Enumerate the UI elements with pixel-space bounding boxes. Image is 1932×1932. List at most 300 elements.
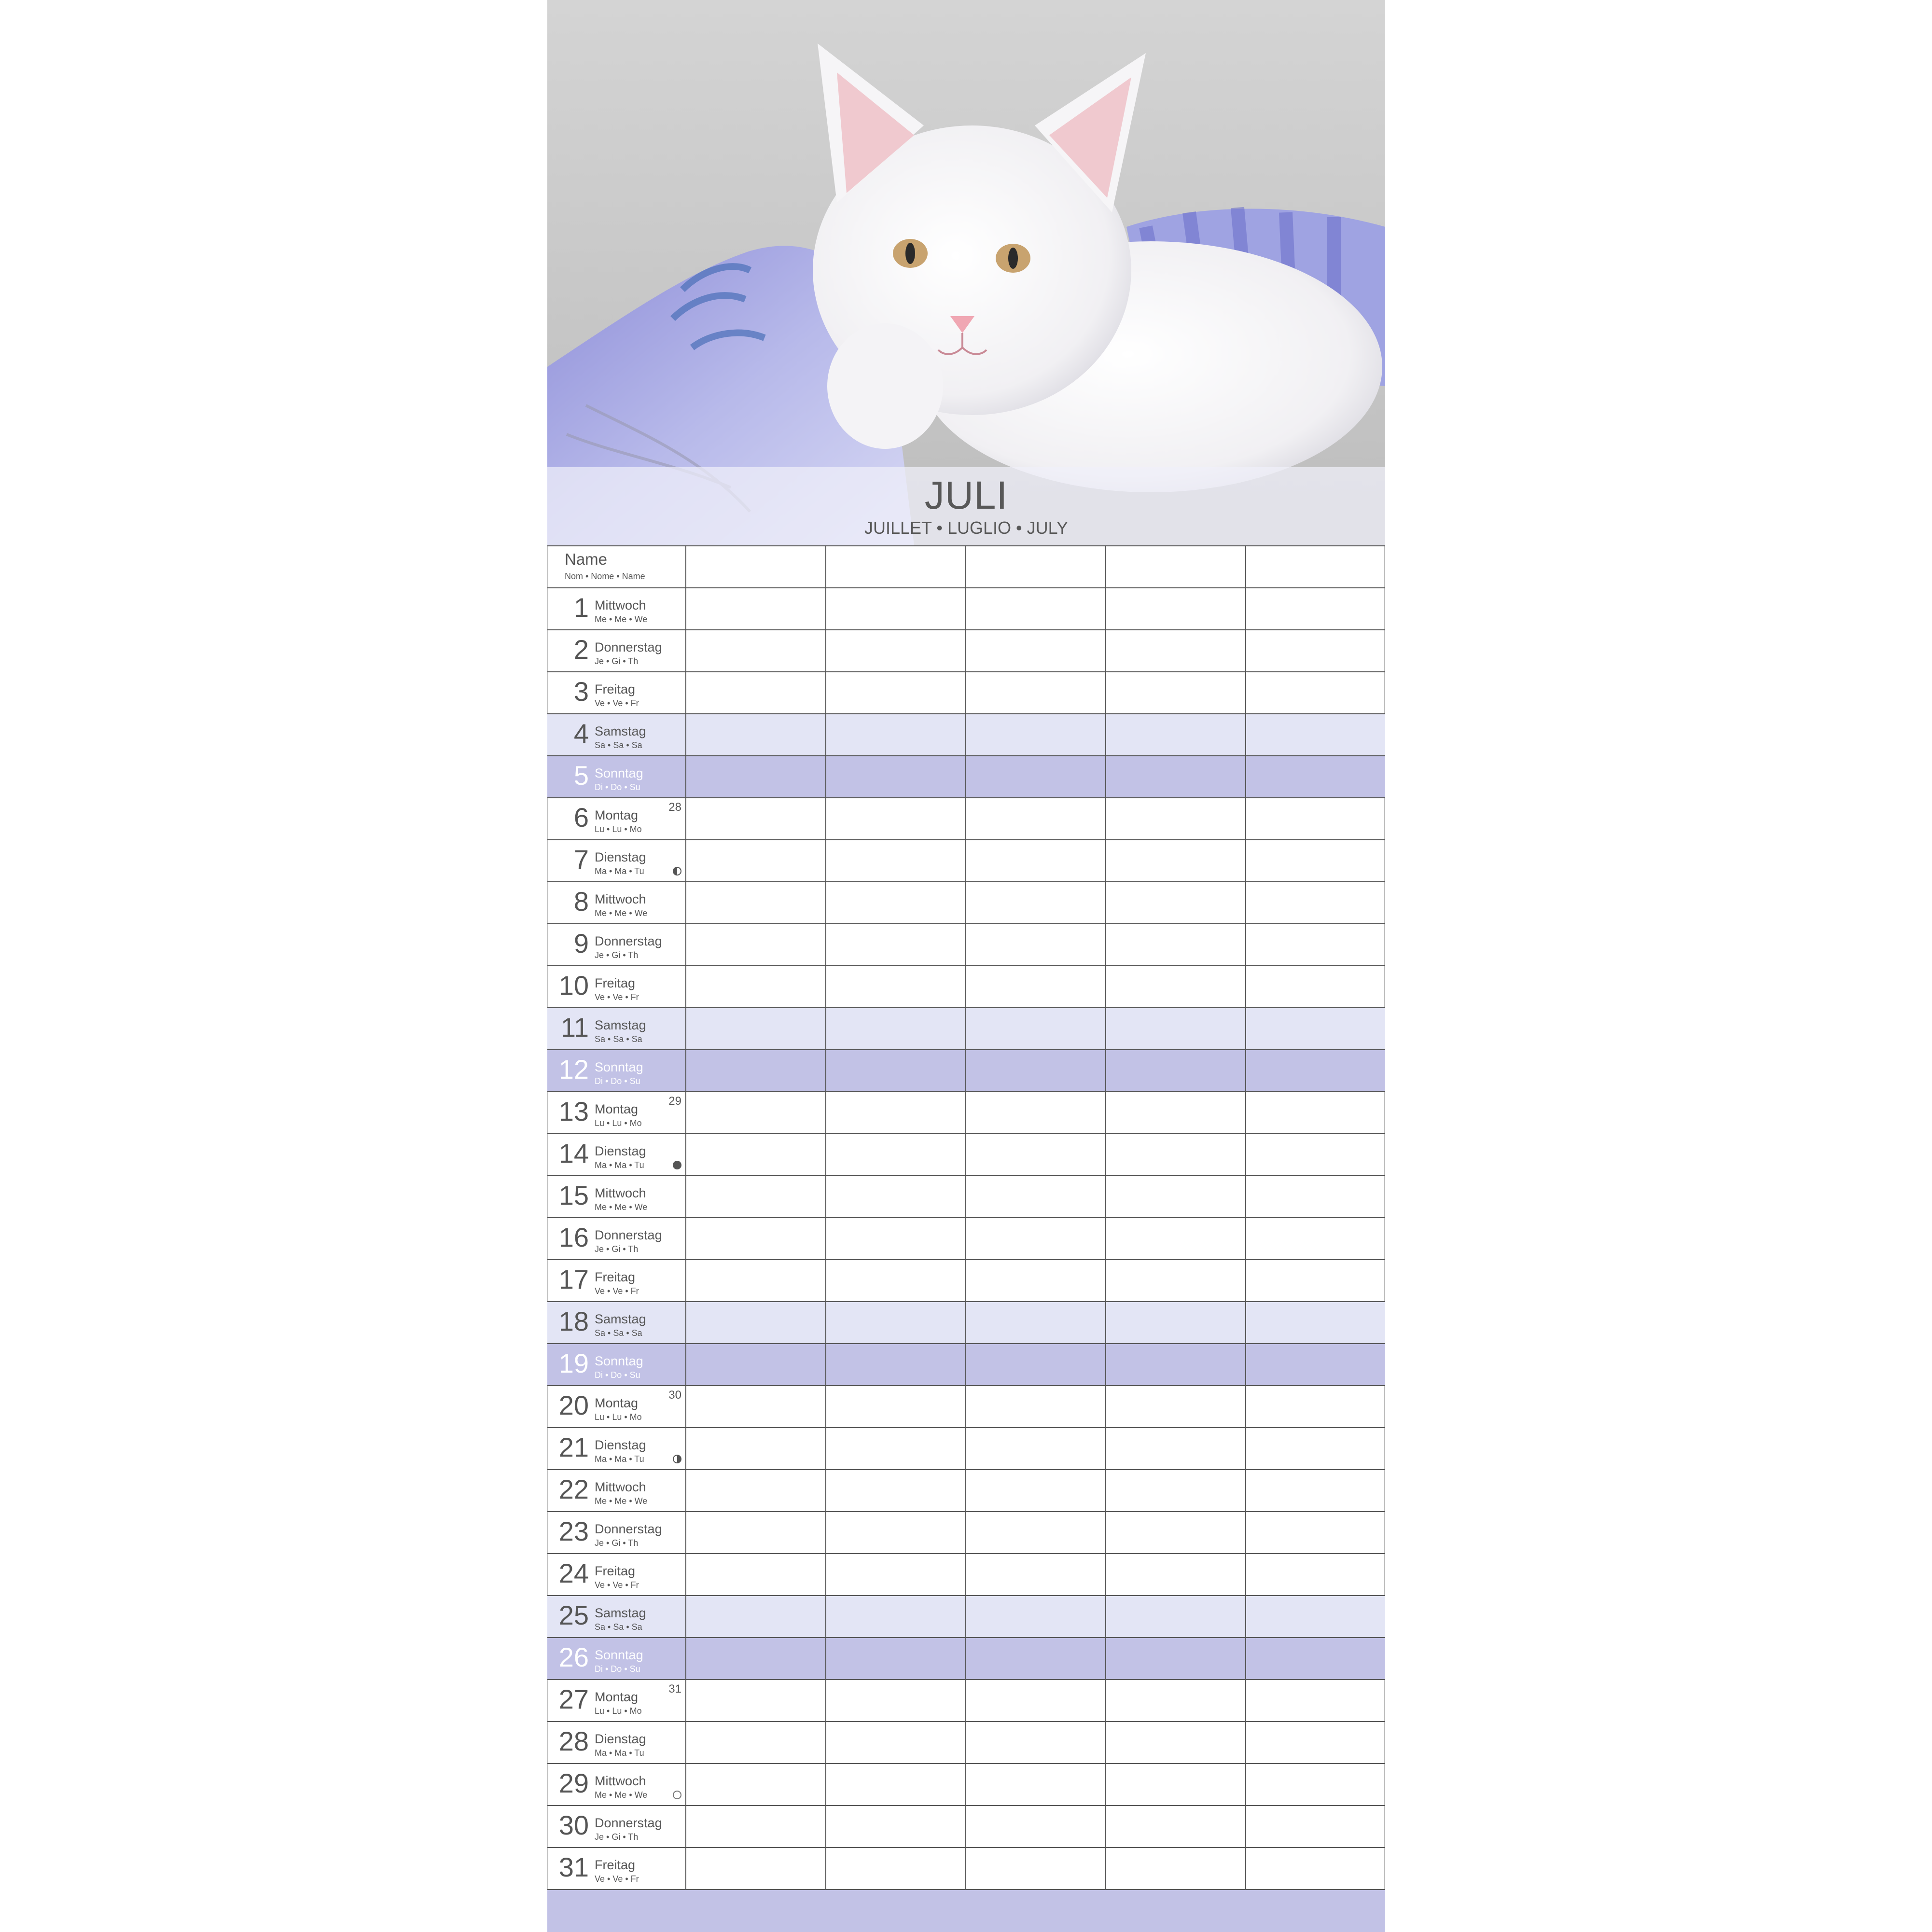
entry-cell[interactable] — [686, 1596, 826, 1637]
entry-cell[interactable] — [966, 1134, 1106, 1175]
day-label-cell — [547, 1260, 686, 1301]
entry-cell[interactable] — [686, 1386, 826, 1427]
kitten-photo-illustration — [547, 0, 1385, 545]
day-label-cell — [547, 1176, 686, 1217]
month-subtitle: JUILLET • LUGLIO • JULY — [864, 518, 1068, 538]
entry-cell[interactable] — [966, 1848, 1106, 1889]
day-row — [547, 1134, 1385, 1176]
name-header-label: Name — [565, 550, 608, 568]
entry-cell[interactable] — [966, 1344, 1106, 1385]
entry-cell[interactable] — [1246, 1386, 1385, 1427]
entry-cell[interactable] — [686, 1722, 826, 1763]
entry-cell[interactable] — [1106, 588, 1246, 629]
entry-cell[interactable] — [826, 1470, 966, 1511]
entry-cell[interactable] — [966, 1260, 1106, 1301]
entry-cell[interactable] — [1246, 1554, 1385, 1595]
name-entry-cell[interactable] — [686, 546, 826, 587]
entry-cell[interactable] — [1106, 1176, 1246, 1217]
calendar-footer-band — [547, 1890, 1385, 1932]
day-row — [547, 1470, 1385, 1512]
entry-cell[interactable] — [1246, 1092, 1385, 1133]
name-entry-cell[interactable] — [966, 546, 1106, 587]
entry-cell[interactable] — [966, 882, 1106, 923]
entry-cell[interactable] — [826, 1302, 966, 1343]
day-number: 20 — [558, 1390, 589, 1420]
entry-cell[interactable] — [1246, 1050, 1385, 1091]
entry-cell[interactable] — [966, 1092, 1106, 1133]
entry-cell[interactable] — [686, 756, 826, 797]
entry-cell[interactable] — [966, 1638, 1106, 1679]
entry-cell[interactable] — [966, 588, 1106, 629]
day-label-cell — [547, 1806, 686, 1847]
weekday-name: Donnerstag — [595, 934, 662, 948]
entry-cell[interactable] — [826, 1596, 966, 1637]
entry-cell[interactable] — [826, 1764, 966, 1805]
entry-cell[interactable] — [1106, 1764, 1246, 1805]
planner-grid — [547, 545, 1385, 1890]
entry-cell[interactable] — [686, 1512, 826, 1553]
name-header-cell — [547, 546, 686, 587]
entry-cell[interactable] — [966, 1302, 1106, 1343]
entry-cell[interactable] — [1246, 1722, 1385, 1763]
entry-cell[interactable] — [1106, 1344, 1246, 1385]
week-number: 28 — [668, 801, 681, 814]
entry-cell[interactable] — [966, 756, 1106, 797]
entry-cell[interactable] — [1106, 966, 1246, 1007]
day-number: 28 — [558, 1726, 589, 1756]
day-label-cell — [547, 882, 686, 923]
entry-cell[interactable] — [686, 1764, 826, 1805]
entry-cell[interactable] — [966, 924, 1106, 965]
entry-cell[interactable] — [1246, 1764, 1385, 1805]
entry-cell[interactable] — [1246, 798, 1385, 839]
day-row — [547, 756, 1385, 798]
weekday-name: Freitag — [595, 1270, 636, 1284]
weekday-abbreviations: Ma • Ma • Tu — [595, 866, 644, 876]
weekday-abbreviations: Di • Do • Su — [595, 782, 640, 792]
entry-cell[interactable] — [1106, 714, 1246, 755]
entry-cell[interactable] — [1106, 882, 1246, 923]
entry-cell[interactable] — [1246, 1596, 1385, 1637]
day-row — [547, 1260, 1385, 1302]
weekday-name: Montag — [595, 808, 639, 822]
day-label-cell — [547, 1428, 686, 1469]
entry-cell[interactable] — [826, 756, 966, 797]
day-label-cell — [547, 1302, 686, 1343]
entry-cell[interactable] — [966, 840, 1106, 881]
entry-cell[interactable] — [1106, 1386, 1246, 1427]
entry-cell[interactable] — [1246, 714, 1385, 755]
day-label-cell — [547, 1050, 686, 1091]
entry-cell[interactable] — [966, 1008, 1106, 1049]
entry-cell[interactable] — [966, 1218, 1106, 1259]
entry-cell[interactable] — [1246, 1176, 1385, 1217]
day-row — [547, 1176, 1385, 1218]
weekday-name: Sonntag — [595, 766, 643, 780]
day-row — [547, 588, 1385, 630]
day-row — [547, 1806, 1385, 1848]
day-number: 15 — [558, 1180, 589, 1210]
day-label-cell — [547, 756, 686, 797]
entry-cell[interactable] — [686, 1260, 826, 1301]
day-row — [547, 1428, 1385, 1470]
weekday-abbreviations: Me • Me • We — [595, 1790, 648, 1800]
entry-cell[interactable] — [686, 1218, 826, 1259]
entry-cell[interactable] — [1106, 672, 1246, 713]
entry-cell[interactable] — [826, 840, 966, 881]
entry-cell[interactable] — [1106, 1470, 1246, 1511]
entry-cell[interactable] — [826, 798, 966, 839]
entry-cell[interactable] — [686, 1680, 826, 1721]
weekday-abbreviations: Lu • Lu • Mo — [595, 824, 642, 834]
name-entry-cell[interactable] — [1106, 546, 1246, 587]
entry-cell[interactable] — [826, 1134, 966, 1175]
entry-cell[interactable] — [826, 1428, 966, 1469]
moon-phase-first-icon — [673, 1455, 681, 1463]
weekday-abbreviations: Ma • Ma • Tu — [595, 1748, 644, 1758]
weekday-abbreviations: Ve • Ve • Fr — [595, 992, 639, 1002]
day-row — [547, 882, 1385, 924]
entry-cell[interactable] — [686, 1134, 826, 1175]
weekday-abbreviations: Ve • Ve • Fr — [595, 698, 639, 708]
weekday-name: Montag — [595, 1690, 639, 1704]
day-row — [547, 1218, 1385, 1260]
entry-cell[interactable] — [1106, 1554, 1246, 1595]
day-label-cell — [547, 1470, 686, 1511]
week-number: 30 — [668, 1389, 681, 1402]
weekday-name: Sonntag — [595, 1354, 643, 1368]
entry-cell[interactable] — [826, 672, 966, 713]
day-row — [547, 1050, 1385, 1092]
weekday-name: Dienstag — [595, 1144, 646, 1158]
name-entry-cell[interactable] — [826, 546, 966, 587]
entry-cell[interactable] — [686, 1806, 826, 1847]
entry-cell[interactable] — [1246, 1638, 1385, 1679]
day-row — [547, 1512, 1385, 1554]
entry-cell[interactable] — [1246, 1302, 1385, 1343]
day-row — [547, 840, 1385, 882]
weekday-name: Samstag — [595, 1312, 646, 1326]
entry-cell[interactable] — [1246, 1428, 1385, 1469]
entry-cell[interactable] — [826, 1512, 966, 1553]
entry-cell[interactable] — [1246, 1512, 1385, 1553]
day-row — [547, 672, 1385, 714]
weekday-abbreviations: Me • Me • We — [595, 1202, 648, 1212]
entry-cell[interactable] — [1106, 924, 1246, 965]
entry-cell[interactable] — [966, 1764, 1106, 1805]
entry-cell[interactable] — [966, 1596, 1106, 1637]
moon-phase-new-icon — [673, 1161, 681, 1169]
entry-cell[interactable] — [1106, 1302, 1246, 1343]
entry-cell[interactable] — [1106, 1008, 1246, 1049]
entry-cell[interactable] — [686, 1008, 826, 1049]
entry-cell[interactable] — [1106, 1092, 1246, 1133]
day-row — [547, 924, 1385, 966]
entry-cell[interactable] — [966, 672, 1106, 713]
entry-cell[interactable] — [966, 1722, 1106, 1763]
day-rows — [547, 588, 1385, 1890]
entry-cell[interactable] — [686, 882, 826, 923]
day-row — [547, 1008, 1385, 1050]
entry-cell[interactable] — [826, 1848, 966, 1889]
entry-cell[interactable] — [686, 714, 826, 755]
weekday-abbreviations: Di • Do • Su — [595, 1664, 640, 1674]
entry-cell[interactable] — [686, 1050, 826, 1091]
day-row — [547, 1680, 1385, 1722]
weekday-abbreviations: Je • Gi • Th — [595, 950, 639, 960]
entry-cell[interactable] — [686, 1092, 826, 1133]
entry-cell[interactable] — [826, 1806, 966, 1847]
week-number: 29 — [668, 1095, 681, 1108]
entry-cell[interactable] — [966, 714, 1106, 755]
day-number: 1 — [573, 592, 589, 623]
entry-cell[interactable] — [1106, 1806, 1246, 1847]
entry-cell[interactable] — [1106, 1050, 1246, 1091]
weekday-name: Sonntag — [595, 1060, 643, 1074]
weekday-name: Donnerstag — [595, 1816, 662, 1830]
weekday-abbreviations: Di • Do • Su — [595, 1370, 640, 1380]
weekday-abbreviations: Lu • Lu • Mo — [595, 1412, 642, 1422]
day-number: 14 — [558, 1138, 589, 1168]
entry-cell[interactable] — [686, 924, 826, 965]
entry-cell[interactable] — [686, 588, 826, 629]
entry-cell[interactable] — [1246, 672, 1385, 713]
entry-cell[interactable] — [966, 1386, 1106, 1427]
day-number: 4 — [573, 718, 589, 749]
weekday-name: Mittwoch — [595, 1186, 646, 1200]
entry-cell[interactable] — [686, 798, 826, 839]
weekday-abbreviations: Lu • Lu • Mo — [595, 1118, 642, 1128]
day-row — [547, 1092, 1385, 1134]
entry-cell[interactable] — [826, 1722, 966, 1763]
entry-cell[interactable] — [1246, 924, 1385, 965]
entry-cell[interactable] — [966, 966, 1106, 1007]
entry-cell[interactable] — [826, 714, 966, 755]
day-number: 5 — [573, 760, 589, 791]
weekday-name: Freitag — [595, 682, 636, 696]
entry-cell[interactable] — [966, 1050, 1106, 1091]
day-label-cell — [547, 1008, 686, 1049]
entry-cell[interactable] — [686, 1428, 826, 1469]
weekday-name: Freitag — [595, 1564, 636, 1578]
entry-cell[interactable] — [826, 924, 966, 965]
entry-cell[interactable] — [826, 1386, 966, 1427]
weekday-abbreviations: Sa • Sa • Sa — [595, 1328, 642, 1338]
entry-cell[interactable] — [966, 630, 1106, 671]
entry-cell[interactable] — [826, 588, 966, 629]
month-title: JULI — [924, 473, 1008, 517]
day-label-cell — [547, 966, 686, 1007]
wall-calendar-page — [547, 0, 1385, 1932]
day-label-cell — [547, 1596, 686, 1637]
entry-cell[interactable] — [1246, 840, 1385, 881]
day-row — [547, 1344, 1385, 1386]
entry-cell[interactable] — [1106, 1134, 1246, 1175]
entry-cell[interactable] — [1246, 1470, 1385, 1511]
day-number: 31 — [558, 1852, 589, 1882]
weekday-name: Freitag — [595, 1858, 636, 1872]
entry-cell[interactable] — [966, 1554, 1106, 1595]
day-row — [547, 630, 1385, 672]
day-label-cell — [547, 840, 686, 881]
entry-cell[interactable] — [826, 1092, 966, 1133]
weekday-abbreviations: Je • Gi • Th — [595, 656, 639, 666]
entry-cell[interactable] — [1246, 588, 1385, 629]
weekday-abbreviations: Sa • Sa • Sa — [595, 1622, 642, 1632]
entry-cell[interactable] — [1106, 1722, 1246, 1763]
day-row — [547, 1638, 1385, 1680]
day-number: 3 — [573, 676, 589, 707]
entry-cell[interactable] — [1106, 630, 1246, 671]
day-label-cell — [547, 1680, 686, 1721]
kitten-photo — [547, 0, 1385, 545]
entry-cell[interactable] — [826, 882, 966, 923]
entry-cell[interactable] — [686, 1554, 826, 1595]
entry-cell[interactable] — [1106, 1848, 1246, 1889]
entry-cell[interactable] — [966, 1806, 1106, 1847]
entry-cell[interactable] — [1246, 756, 1385, 797]
entry-cell[interactable] — [1106, 1218, 1246, 1259]
weekday-abbreviations: Ve • Ve • Fr — [595, 1874, 639, 1884]
entry-cell[interactable] — [826, 1008, 966, 1049]
entry-cell[interactable] — [826, 1260, 966, 1301]
day-label-cell — [547, 1512, 686, 1553]
entry-cell[interactable] — [686, 1302, 826, 1343]
name-entry-cell[interactable] — [1246, 546, 1385, 587]
day-number: 25 — [558, 1600, 589, 1630]
day-label-cell — [547, 1722, 686, 1763]
entry-cell[interactable] — [686, 840, 826, 881]
entry-cell[interactable] — [1106, 840, 1246, 881]
entry-cell[interactable] — [1106, 1596, 1246, 1637]
entry-cell[interactable] — [1246, 1008, 1385, 1049]
entry-cell[interactable] — [686, 1638, 826, 1679]
entry-cell[interactable] — [966, 1176, 1106, 1217]
week-number: 31 — [668, 1682, 681, 1696]
day-number: 19 — [558, 1348, 589, 1378]
entry-cell[interactable] — [826, 1050, 966, 1091]
weekday-abbreviations: Sa • Sa • Sa — [595, 740, 642, 750]
day-label-cell — [547, 588, 686, 629]
weekday-name: Donnerstag — [595, 640, 662, 654]
day-row — [547, 1722, 1385, 1764]
entry-cell[interactable] — [966, 1680, 1106, 1721]
day-row — [547, 1302, 1385, 1344]
entry-cell[interactable] — [1106, 798, 1246, 839]
entry-cell[interactable] — [1246, 1134, 1385, 1175]
entry-cell[interactable] — [1246, 1344, 1385, 1385]
entry-cell[interactable] — [1246, 1218, 1385, 1259]
day-label-cell — [547, 1134, 686, 1175]
weekday-abbreviations: Je • Gi • Th — [595, 1244, 639, 1254]
day-label-cell — [547, 798, 686, 839]
entry-cell[interactable] — [1246, 1806, 1385, 1847]
day-label-cell — [547, 630, 686, 671]
entry-cell[interactable] — [686, 1176, 826, 1217]
day-label-cell — [547, 1092, 686, 1133]
weekday-abbreviations: Ve • Ve • Fr — [595, 1580, 639, 1590]
entry-cell[interactable] — [1246, 1260, 1385, 1301]
day-number: 7 — [573, 844, 589, 875]
day-label-cell — [547, 924, 686, 965]
entry-cell[interactable] — [1106, 1260, 1246, 1301]
entry-cell[interactable] — [1106, 756, 1246, 797]
weekday-name: Donnerstag — [595, 1522, 662, 1536]
entry-cell[interactable] — [686, 1848, 826, 1889]
entry-cell[interactable] — [966, 1512, 1106, 1553]
entry-cell[interactable] — [1106, 1512, 1246, 1553]
day-label-cell — [547, 1764, 686, 1805]
weekday-abbreviations: Je • Gi • Th — [595, 1832, 639, 1842]
entry-cell[interactable] — [826, 1176, 966, 1217]
entry-cell[interactable] — [686, 1344, 826, 1385]
day-number: 12 — [558, 1054, 589, 1084]
day-number: 8 — [573, 886, 589, 917]
entry-cell[interactable] — [686, 630, 826, 671]
entry-cell[interactable] — [826, 1680, 966, 1721]
weekday-name: Donnerstag — [595, 1228, 662, 1242]
weekday-name: Dienstag — [595, 1438, 646, 1452]
weekday-abbreviations: Je • Gi • Th — [595, 1538, 639, 1548]
weekday-abbreviations: Ma • Ma • Tu — [595, 1160, 644, 1170]
entry-cell[interactable] — [1106, 1428, 1246, 1469]
weekday-abbreviations: Ve • Ve • Fr — [595, 1286, 639, 1296]
entry-cell[interactable] — [686, 672, 826, 713]
weekday-abbreviations: Di • Do • Su — [595, 1076, 640, 1086]
day-label-cell — [547, 1554, 686, 1595]
entry-cell[interactable] — [686, 966, 826, 1007]
weekday-name: Samstag — [595, 1018, 646, 1032]
day-number: 26 — [558, 1642, 589, 1672]
entry-cell[interactable] — [966, 798, 1106, 839]
day-number: 13 — [558, 1096, 589, 1126]
name-header-row — [547, 546, 1385, 588]
day-number: 16 — [558, 1222, 589, 1252]
day-row — [547, 798, 1385, 840]
day-number: 11 — [560, 1012, 589, 1042]
weekday-name: Dienstag — [595, 1732, 646, 1746]
entry-cell[interactable] — [826, 1218, 966, 1259]
entry-cell[interactable] — [826, 1638, 966, 1679]
entry-cell[interactable] — [1246, 966, 1385, 1007]
weekday-name: Freitag — [595, 976, 636, 990]
entry-cell[interactable] — [826, 1554, 966, 1595]
entry-cell[interactable] — [1246, 1848, 1385, 1889]
entry-cell[interactable] — [686, 1470, 826, 1511]
weekday-name: Montag — [595, 1102, 639, 1116]
entry-cell[interactable] — [1106, 1680, 1246, 1721]
day-label-cell — [547, 1848, 686, 1889]
day-label-cell — [547, 1218, 686, 1259]
entry-cell[interactable] — [826, 630, 966, 671]
entry-cell[interactable] — [966, 1470, 1106, 1511]
entry-cell[interactable] — [1246, 630, 1385, 671]
entry-cell[interactable] — [826, 1344, 966, 1385]
weekday-abbreviations: Ma • Ma • Tu — [595, 1454, 644, 1464]
entry-cell[interactable] — [1106, 1638, 1246, 1679]
entry-cell[interactable] — [1246, 1680, 1385, 1721]
day-number: 24 — [558, 1558, 589, 1588]
weekday-name: Montag — [595, 1396, 639, 1410]
entry-cell[interactable] — [1246, 882, 1385, 923]
day-number: 18 — [558, 1306, 589, 1336]
day-label-cell — [547, 1344, 686, 1385]
weekday-name: Mittwoch — [595, 1480, 646, 1494]
day-row — [547, 714, 1385, 756]
entry-cell[interactable] — [966, 1428, 1106, 1469]
day-row — [547, 1764, 1385, 1806]
entry-cell[interactable] — [826, 966, 966, 1007]
